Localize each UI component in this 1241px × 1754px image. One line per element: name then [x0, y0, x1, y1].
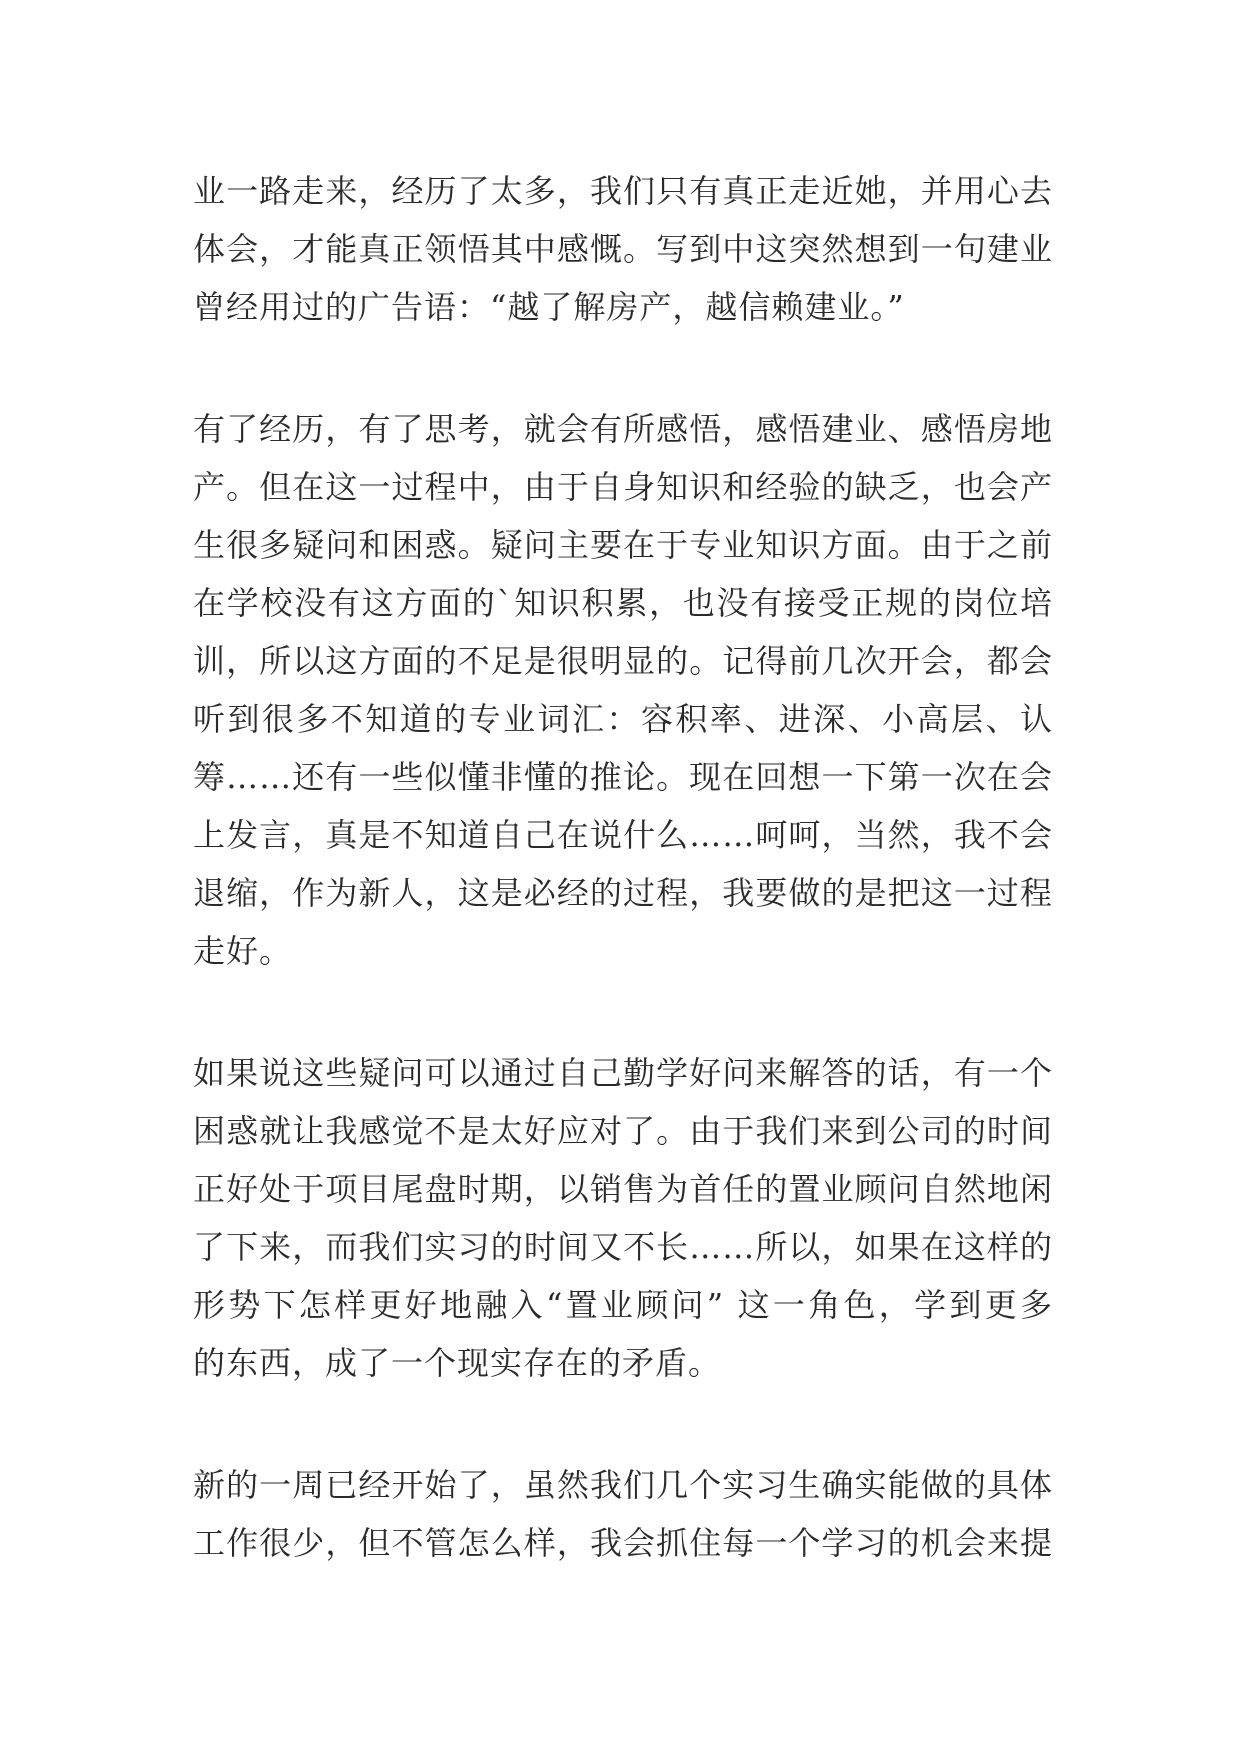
text-line: 筹……还有一些似懂非懂的推论。现在回想一下第一次在会: [193, 758, 1053, 796]
text-line: 生很多疑问和困惑。疑问主要在于专业知识方面。由于之前: [193, 526, 1053, 564]
paragraph-2: [193, 400, 1053, 980]
text-line: 的东西，成了一个现实存在的矛盾。: [193, 1344, 722, 1382]
text-line: 困惑就让我感觉不是太好应对了。由于我们来到公司的时间: [193, 1112, 1053, 1150]
paragraph-1: [193, 162, 1053, 336]
text-line: 业一路走来，经历了太多，我们只有真正走近她，并用心去: [193, 172, 1053, 210]
document-body: [193, 162, 1053, 1636]
text-line: 走好。: [193, 932, 293, 970]
text-line: 曾经用过的广告语：“越了解房产，越信赖建业。”: [193, 288, 905, 326]
text-line: 退缩，作为新人，这是必经的过程，我要做的是把这一过程: [193, 874, 1053, 912]
paragraph-3: [193, 1044, 1053, 1392]
text-line: 如果说这些疑问可以通过自己勤学好问来解答的话，有一个: [193, 1054, 1053, 1092]
paragraph-4: [193, 1456, 1053, 1572]
text-line: 工作很少，但不管怎么样，我会抓住每一个学习的机会来提: [193, 1524, 1053, 1562]
text-line: 了下来，而我们实习的时间又不长……所以，如果在这样的: [193, 1228, 1053, 1266]
text-line: 体会，才能真正领悟其中感慨。写到中这突然想到一句建业: [193, 230, 1053, 268]
text-line: 有了经历，有了思考，就会有所感悟，感悟建业、感悟房地: [193, 410, 1053, 448]
text-line: 正好处于项目尾盘时期，以销售为首任的置业顾问自然地闲: [193, 1170, 1053, 1208]
text-line: 新的一周已经开始了，虽然我们几个实习生确实能做的具体: [193, 1466, 1053, 1504]
text-line: 在学校没有这方面的`知识积累，也没有接受正规的岗位培: [193, 584, 1053, 622]
text-line: 形势下怎样更好地融入“置业顾问” 这一角色，学到更多: [193, 1286, 1053, 1324]
text-line: 听到很多不知道的专业词汇：容积率、进深、小高层、认: [193, 700, 1053, 738]
text-line: 训，所以这方面的不足是很明显的。记得前几次开会，都会: [193, 642, 1053, 680]
text-line: 产。但在这一过程中，由于自身知识和经验的缺乏，也会产: [193, 468, 1053, 506]
text-line: 上发言，真是不知道自己在说什么……呵呵，当然，我不会: [193, 816, 1053, 854]
